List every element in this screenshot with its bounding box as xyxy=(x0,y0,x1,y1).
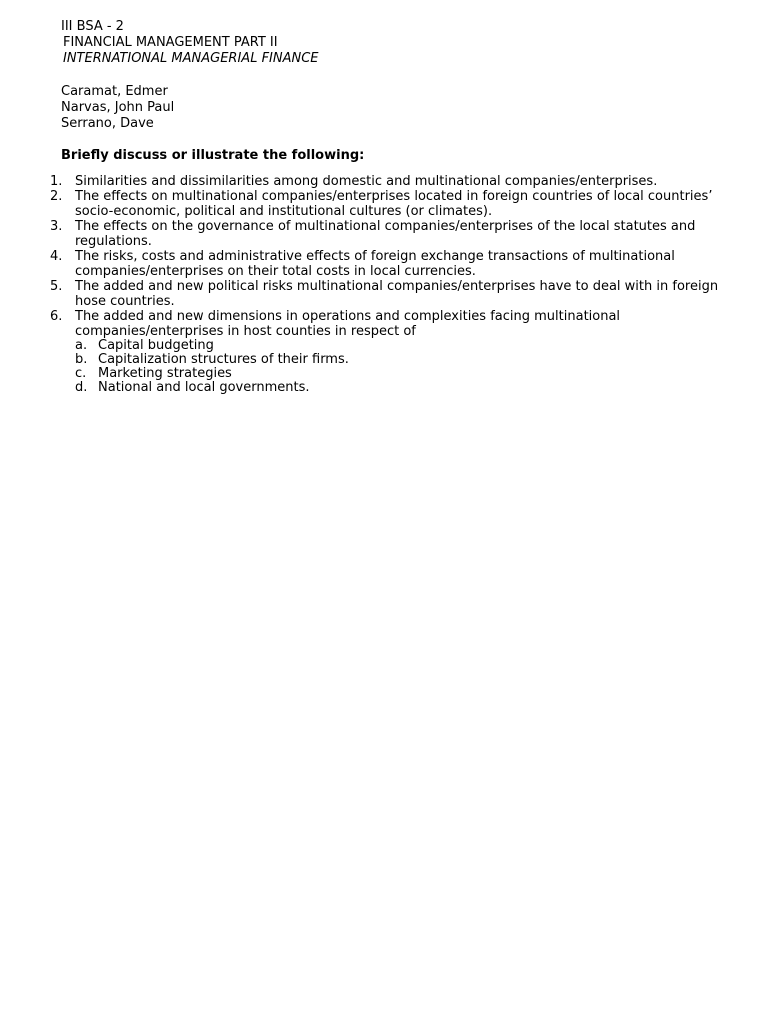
sub-list-item xyxy=(75,353,750,367)
item-number: 1. xyxy=(50,174,63,189)
item-text: Similarities and dissimilarities among domestic and multinational companies/enterprises. xyxy=(75,174,658,189)
sub-item-letter: c. xyxy=(75,366,87,381)
sub-item-letter: a. xyxy=(75,338,88,353)
sub-item-letter: b. xyxy=(75,352,88,367)
sub-list-item xyxy=(75,381,750,395)
item-number: 6. xyxy=(50,309,63,324)
course-title: FINANCIAL MANAGEMENT PART II xyxy=(63,35,278,50)
sub-list-item xyxy=(75,367,750,381)
list-item xyxy=(50,249,750,279)
sub-item-text: Capital budgeting xyxy=(98,338,214,353)
list-item xyxy=(50,174,750,189)
item-text: The risks, costs and administrative effects of foreign exchange transactions of multinational companies/enterprises on their total costs in local currencies. xyxy=(75,249,675,279)
sub-list xyxy=(75,339,750,395)
class-code: III BSA - 2 xyxy=(61,19,124,34)
item-number: 3. xyxy=(50,219,63,234)
item-number: 5. xyxy=(50,279,63,294)
list-item xyxy=(50,279,750,309)
author-name: Narvas, John Paul xyxy=(61,100,175,115)
item-text: The effects on the governance of multinational companies/enterprises of the local statutes and regulations. xyxy=(75,219,696,249)
list-item xyxy=(50,189,750,219)
subject-title: INTERNATIONAL MANAGERIAL FINANCE xyxy=(63,51,319,66)
author-name: Caramat, Edmer xyxy=(61,84,168,99)
item-number: 4. xyxy=(50,249,63,264)
item-number: 2. xyxy=(50,189,63,204)
author-name: Serrano, Dave xyxy=(61,116,154,131)
sub-item-text: National and local governments. xyxy=(98,380,310,395)
sub-list-item xyxy=(75,339,750,353)
item-text: The added and new political risks multinational companies/enterprises have to deal with in foreign hose countries. xyxy=(75,279,719,309)
sub-item-text: Capitalization structures of their firms. xyxy=(98,352,349,367)
question-list xyxy=(50,174,750,395)
item-text: The added and new dimensions in operations and complexities facing multinational companies/enterprises in host counties in respect of xyxy=(75,309,621,339)
list-item xyxy=(50,309,750,395)
list-item xyxy=(50,219,750,249)
sub-item-letter: d. xyxy=(75,380,88,395)
item-text: The effects on multinational companies/enterprises located in foreign countries of local countries’ socio-economic, political and institutional cultures (or climates). xyxy=(75,189,713,219)
instruction-heading: Briefly discuss or illustrate the following: xyxy=(61,148,365,163)
sub-item-text: Marketing strategies xyxy=(98,366,232,381)
